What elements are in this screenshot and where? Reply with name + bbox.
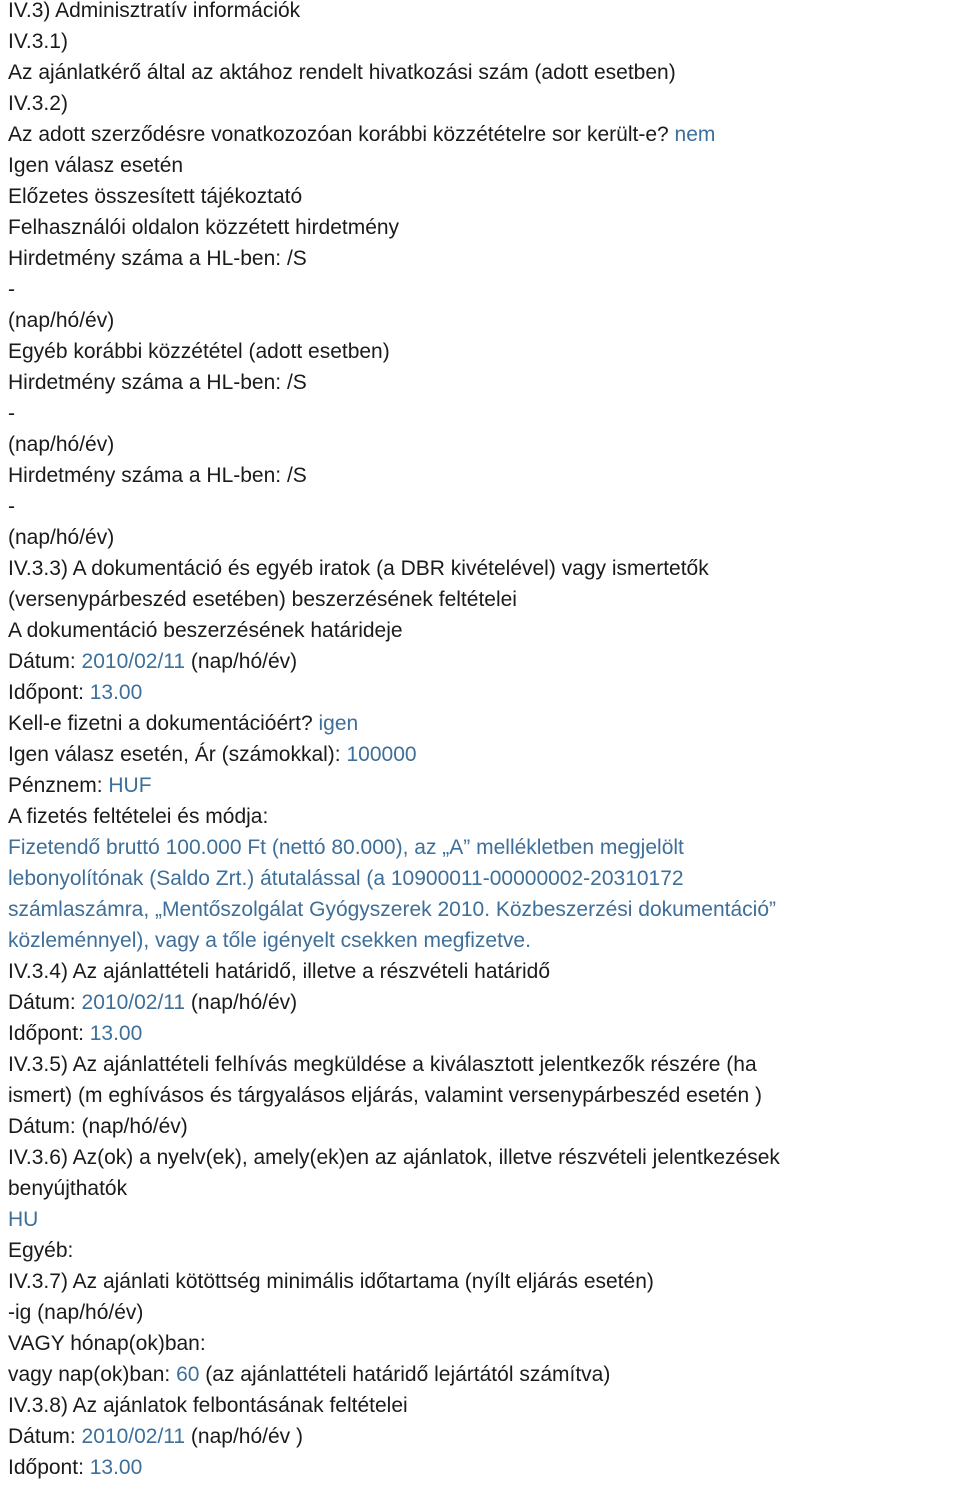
field-label: (versenypárbeszéd esetében) beszerzésének feltételei	[8, 588, 517, 611]
field-label: -	[8, 495, 15, 518]
field-label: -	[8, 402, 15, 425]
document-line	[8, 584, 958, 615]
field-label: (nap/hó/év)	[8, 526, 115, 549]
field-value: 60	[176, 1363, 200, 1386]
field-label: vagy nap(ok)ban:	[8, 1363, 177, 1386]
field-label: IV.3.6) Az(ok) a nyelv(ek), amely(ek)en az ajánlatok, illetve részvételi jelentkezések	[8, 1146, 780, 1169]
document-line	[8, 491, 958, 522]
document-line	[8, 1018, 958, 1049]
document-line	[8, 1390, 958, 1421]
document-line	[8, 1235, 958, 1266]
document-line	[8, 460, 958, 491]
field-value: 13.00	[89, 681, 143, 704]
document-line	[8, 739, 958, 770]
document-line	[8, 150, 958, 181]
field-label: IV.3.5) Az ajánlattételi felhívás megküldése a kiválasztott jelentkezők részére (ha	[8, 1053, 757, 1076]
field-label: IV.3.4) Az ajánlattételi határidő, illetve a részvételi határidő	[8, 960, 551, 983]
field-value: igen	[318, 712, 359, 735]
document-line	[8, 894, 958, 925]
document-line	[8, 770, 958, 801]
field-suffix: (az ajánlattételi határidő lejártától számítva)	[199, 1363, 611, 1386]
document-line	[8, 646, 958, 677]
field-value: 2010/02/11	[81, 991, 186, 1014]
field-value: 2010/02/11	[81, 650, 186, 673]
document-line	[8, 1142, 958, 1173]
document-line	[8, 1297, 958, 1328]
document-line	[8, 863, 958, 894]
field-label: Igen válasz esetén	[8, 154, 184, 177]
document-line	[8, 26, 958, 57]
field-label: Időpont:	[8, 1022, 90, 1045]
field-label: Hirdetmény száma a HL-ben: /S	[8, 464, 307, 487]
document-line	[8, 243, 958, 274]
field-label: A fizetés feltételei és módja:	[8, 805, 269, 828]
field-label: -ig (nap/hó/év)	[8, 1301, 144, 1324]
document-line	[8, 615, 958, 646]
field-label: Időpont:	[8, 681, 90, 704]
document-line	[8, 553, 958, 584]
field-label: Az ajánlatkérő által az aktához rendelt hivatkozási szám (adott esetben)	[8, 61, 676, 84]
field-label: Kell-e fizetni a dokumentációért?	[8, 712, 319, 735]
field-label: Hirdetmény száma a HL-ben: /S	[8, 247, 307, 270]
document-line	[8, 1328, 958, 1359]
field-label: ismert) (m eghívásos és tárgyalásos eljárás, valamint versenypárbeszéd esetén )	[8, 1084, 762, 1107]
field-label: (nap/hó/év)	[8, 433, 115, 456]
field-label: -	[8, 278, 15, 301]
document-line	[8, 987, 958, 1018]
document-line	[8, 677, 958, 708]
document-line	[8, 398, 958, 429]
field-value: Fizetendő bruttó 100.000 Ft (nettó 80.000), az „A” mellékletben megjelölt	[8, 836, 684, 859]
document-line	[8, 119, 958, 150]
field-value: 2010/02/11	[81, 1425, 186, 1448]
document-line	[8, 708, 958, 739]
field-value: nem	[674, 123, 716, 146]
document-line	[8, 1080, 958, 1111]
document-line	[8, 0, 958, 26]
field-value: közleménnyel), vagy a tőle igényelt csekken megfizetve.	[8, 929, 531, 952]
field-label: Igen válasz esetén, Ár (számokkal):	[8, 743, 347, 766]
field-label: Előzetes összesített tájékoztató	[8, 185, 303, 208]
field-label: Dátum:	[8, 991, 82, 1014]
document-line	[8, 1173, 958, 1204]
field-label: IV.3.7) Az ajánlati kötöttség minimális időtartama (nyílt eljárás esetén)	[8, 1270, 654, 1293]
document-line	[8, 925, 958, 956]
field-label: benyújthatók	[8, 1177, 128, 1200]
document-line	[8, 1452, 958, 1483]
field-label: IV.3.1)	[8, 30, 68, 53]
field-value: HU	[8, 1208, 39, 1231]
document-line	[8, 1359, 958, 1390]
field-label: Dátum:	[8, 1425, 82, 1448]
field-suffix: (nap/hó/év )	[185, 1425, 303, 1448]
field-label: Dátum: (nap/hó/év)	[8, 1115, 188, 1138]
document-line	[8, 429, 958, 460]
document-line	[8, 305, 958, 336]
document-line	[8, 832, 958, 863]
document-line	[8, 1204, 958, 1235]
document-line	[8, 88, 958, 119]
field-value: HUF	[108, 774, 152, 797]
document-line	[8, 336, 958, 367]
field-suffix: (nap/hó/év)	[185, 991, 298, 1014]
field-value: számlaszámra, „Mentőszolgálat Gyógyszerek 2010. Közbeszerzési dokumentáció”	[8, 898, 777, 921]
document-line	[8, 57, 958, 88]
document-line	[8, 367, 958, 398]
field-suffix: (nap/hó/év)	[185, 650, 298, 673]
field-label: Időpont:	[8, 1456, 90, 1479]
field-value: 13.00	[89, 1022, 143, 1045]
document-line	[8, 801, 958, 832]
document-line	[8, 956, 958, 987]
field-label: IV.3.2)	[8, 92, 68, 115]
field-label: Dátum:	[8, 650, 82, 673]
document-line	[8, 181, 958, 212]
document-line	[8, 1111, 958, 1142]
field-label: Egyéb korábbi közzététel (adott esetben)	[8, 340, 390, 363]
field-label: VAGY hónap(ok)ban:	[8, 1332, 206, 1355]
document-line	[8, 522, 958, 553]
field-label: IV.3) Adminisztratív információk	[8, 0, 301, 22]
document-line	[8, 1266, 958, 1297]
field-label: (nap/hó/év)	[8, 309, 115, 332]
document-line	[8, 274, 958, 305]
field-value: 13.00	[89, 1456, 143, 1479]
document-body	[8, 0, 958, 1483]
document-line	[8, 1421, 958, 1452]
document-line	[8, 1049, 958, 1080]
field-label: IV.3.3) A dokumentáció és egyéb iratok (a DBR kivételével) vagy ismertetők	[8, 557, 709, 580]
field-label: A dokumentáció beszerzésének határideje	[8, 619, 403, 642]
field-label: Egyéb:	[8, 1239, 74, 1262]
field-label: Pénznem:	[8, 774, 109, 797]
field-label: Felhasználói oldalon közzétett hirdetmény	[8, 216, 400, 239]
field-value: 100000	[346, 743, 417, 766]
field-label: Az adott szerződésre vonatkozozóan korábbi közzétételre sor került-e?	[8, 123, 675, 146]
field-label: IV.3.8) Az ajánlatok felbontásának feltételei	[8, 1394, 408, 1417]
field-label: Hirdetmény száma a HL-ben: /S	[8, 371, 307, 394]
field-value: lebonyolítónak (Saldo Zrt.) átutalással (a 10900011-00000002-20310172	[8, 867, 684, 890]
document-line	[8, 212, 958, 243]
